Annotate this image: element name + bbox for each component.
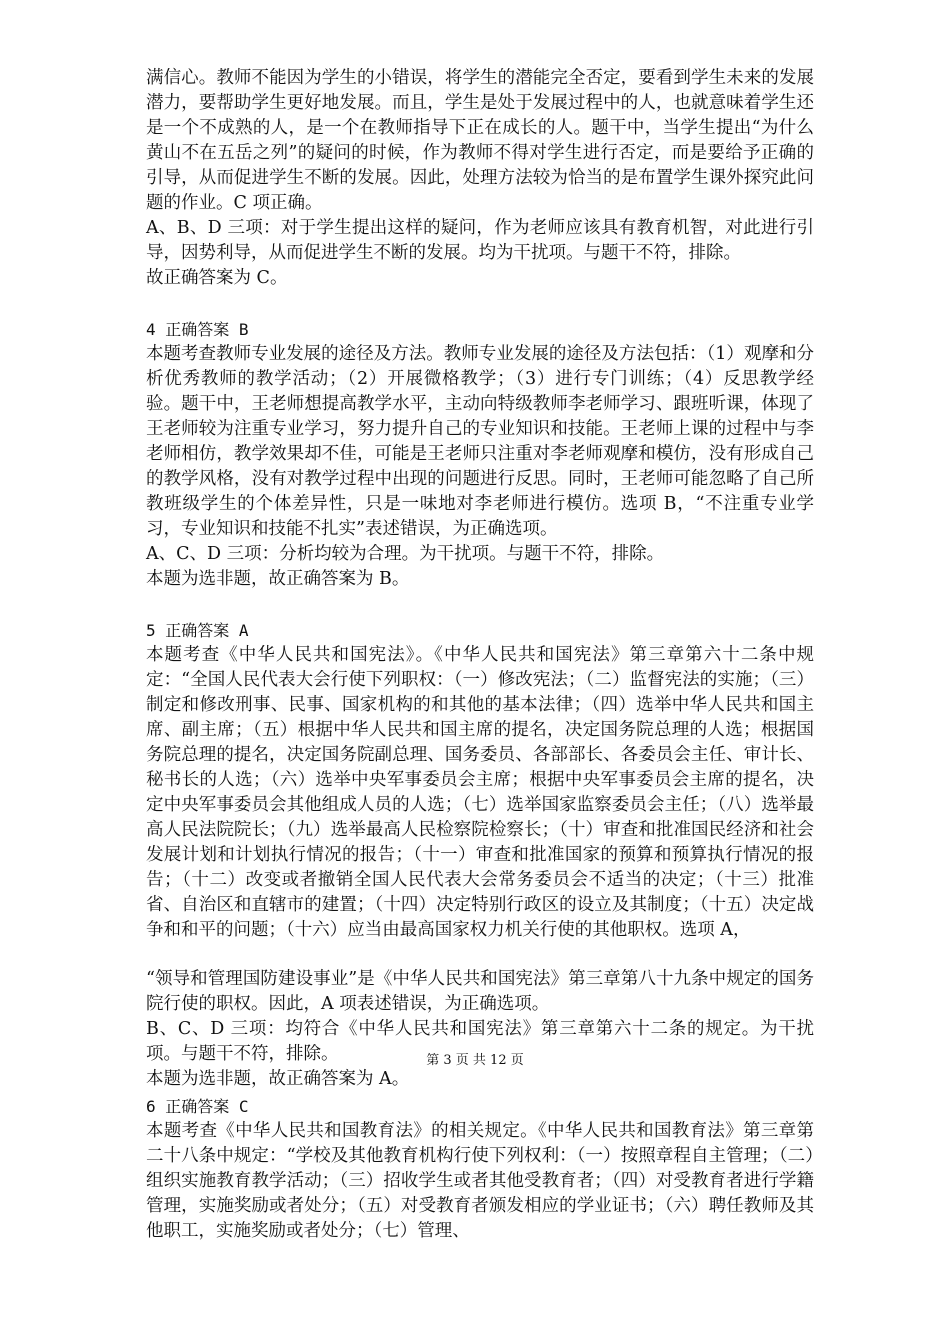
question-5-heading: 5 正确答案 A: [146, 621, 249, 640]
page-content-top: [146, 66, 814, 1092]
question-5-explanation-continued: “领导和管理国防建设事业”是《中华人民共和国宪法》第三章第八十九条中规定的国务院行使的职权。因此，A 项表述错误，为正确选项。: [146, 969, 814, 1014]
question-4-distractors: A、C、D 三项：分析均较为合理。为干扰项。与题干不符，排除。: [146, 544, 665, 564]
question-6-explanation: 本题考查《中华人民共和国教育法》的相关规定。《中华人民共和国教育法》第三章第二十八条中规定：“学校及其他教育机构行使下列权利：（一）按照章程自主管理；（二）组织实施教育教学活动；（三）招收学生或者其他受教育者；（四）对受教育者进行学籍管理，实施奖励或者处分；（五）对受教育者颁发相应的学业证书；（六）聘任教师及其他职工，实施奖励或者处分；（七）管理、: [146, 1121, 814, 1241]
answer-explanation-paragraph: 满信心。教师不能因为学生的小错误，将学生的潜能完全否定，要看到学生未来的发展潜力，要帮助学生更好地发展。而且，学生是处于发展过程中的人，也就意味着学生还是一个不成熟的人，是一个在教师指导下正在成长的人。题干中，当学生提出“为什么黄山不在五岳之列”的疑问的时候，作为教师不得对学生进行否定，而是要给予正确的引导，从而促进学生不断的发展。因此，处理方法较为恰当的是布置学生课外探究此问题的作业。C 项正确。: [146, 68, 814, 213]
page-number-footer: 第 3 页 共 12 页: [426, 1053, 524, 1068]
distractor-explanation: A、B、D 三项：对于学生提出这样的疑问，作为老师应该具有教育机智，对此进行引导，因势利导，从而促进学生不断的发展。均为干扰项。与题干不符，排除。: [146, 218, 814, 263]
answer-conclusion: 故正确答案为 C。: [146, 268, 288, 288]
question-4-conclusion: 本题为选非题，故正确答案为 B。: [146, 569, 410, 589]
question-4-heading: 4 正确答案 B: [146, 320, 249, 339]
question-6-heading: 6 正确答案 C: [146, 1097, 249, 1116]
question-4-explanation: 本题考查教师专业发展的途径及方法。教师专业发展的途径及方法包括：（1）观摩和分析优秀教师的教学活动；（2）开展微格教学；（3）进行专门训练；（4）反思教学经验。题干中，王老师想提高教学水平，主动向特级教师李老师学习、跟班听课，体现了王老师较为注重专业学习，努力提升自己的专业知识和技能。王老师上课的过程中与李老师相仿，教学效果却不佳，可能是王老师只注重对李老师观摩和模仿，没有形成自己的教学风格，没有对教学过程中出现的问题进行反思。同时，王老师可能忽略了自己所教班级学生的个体差异性，只是一味地对李老师进行模仿。选项 B，“不注重专业学习，专业知识和技能不扎实”表述错误，为正确选项。: [146, 344, 814, 539]
page-content-bottom: [146, 1094, 814, 1244]
question-5-distractors: B、C、D 三项：均符合《中华人民共和国宪法》第三章第六十二条的规定。为干扰项。与题干不符，排除。: [146, 1019, 814, 1064]
question-5-explanation: 本题考查《中华人民共和国宪法》。《中华人民共和国宪法》第三章第六十二条中规定：“全国人民代表大会行使下列职权：（一）修改宪法；（二）监督宪法的实施；（三）制定和修改刑事、民事、国家机构的和其他的基本法律；（四）选举中华人民共和国主席、副主席；（五）根据中华人民共和国主席的提名，决定国务院总理的人选；根据国务院总理的提名，决定国务院副总理、国务委员、各部部长、各委员会主任、审计长、秘书长的人选；（六）选举中央军事委员会主席；根据中央军事委员会主席的提名，决定中央军事委员会其他组成人员的人选；（七）选举国家监察委员会主任；（八）选举最高人民法院院长；（九）选举最高人民检察院检察长；（十）审查和批准国民经济和社会发展计划和计划执行情况的报告；（十一）审查和批准国家的预算和预算执行情况的报告；（十二）改变或者撤销全国人民代表大会常务委员会不适当的决定；（十三）批准省、自治区和直辖市的建置；（十四）决定特别行政区的设立及其制度；（十五）决定战争和和平的问题；（十六）应当由最高国家权力机关行使的其他职权。选项 A，: [146, 645, 814, 940]
question-5-conclusion: 本题为选非题，故正确答案为 A。: [146, 1069, 410, 1089]
